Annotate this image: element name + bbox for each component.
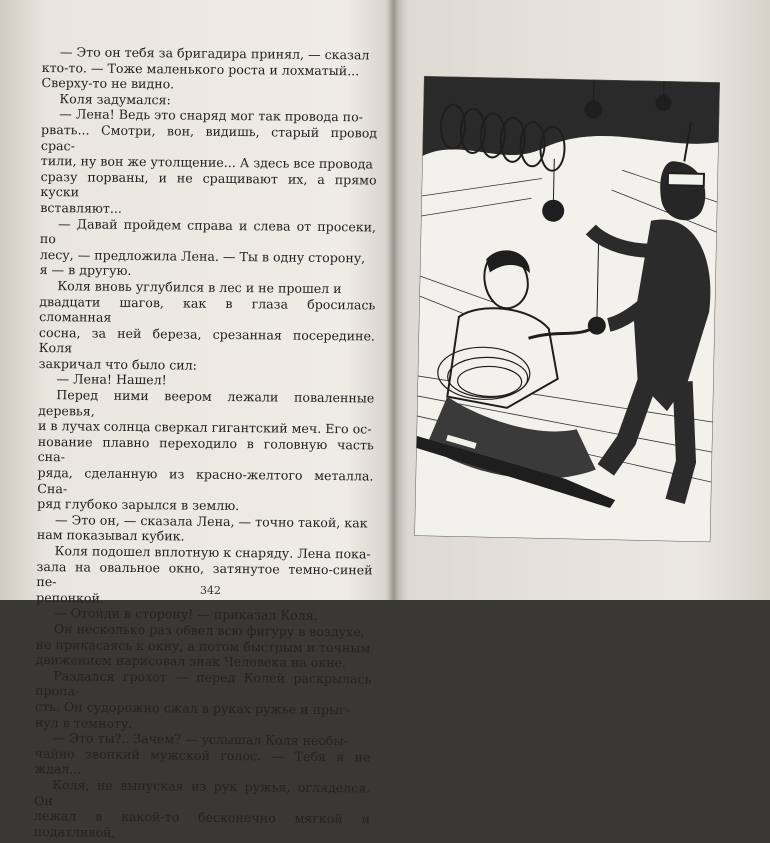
text-line: зала на овальное окно, затянутое темно-синей пе- [36, 559, 372, 594]
text-line: закричал что было сил: [39, 356, 375, 375]
text-line: — Лена! Нашел! [38, 371, 374, 390]
text-line: сть. Он судорожно сжал в руках ружье и прыг- [35, 699, 371, 718]
text-line: Сверху-то не видно. [42, 75, 378, 94]
text-line: Он несколько раз обвел всю фигуру в воздухе, [36, 621, 372, 640]
text-line: нование плавно переходило в головную часть сна- [38, 434, 374, 469]
text-line: — Отойди в сторону! — приказал Коля. [36, 605, 372, 624]
text-line: — Это он тебя за бригадира принял, — сказал [42, 44, 378, 63]
text-line: лежал в какой-то бесконечно мягкой и податливой, [34, 808, 370, 843]
text-line: я — в другую. [40, 262, 376, 281]
left-page [0, 0, 395, 600]
text-line: Коля, не выпуская из рук ружья, огляделся. Он [34, 777, 370, 812]
page-number: 342 [200, 584, 221, 597]
text-line: нам показывал кубик. [37, 527, 373, 546]
book-illustration [414, 76, 720, 542]
text-line: ряд глубоко зарылся в землю. [37, 496, 373, 515]
text-line: движением нарисовал знак Человека на окне. [35, 652, 371, 671]
text-line: не прикасаясь к окну, а потом быстрым и точным [36, 637, 372, 656]
book-gutter [388, 0, 402, 600]
text-line: — Это он, — сказала Лена, — точно такой, как [37, 512, 373, 531]
text-line: сосна, за ней береза, срезанная посередине. Коля [39, 325, 375, 360]
text-line: двадцати шагов, как в глаза бросилась сломанная [39, 293, 375, 328]
text-line: и в лучах солнца сверкал гигантский меч. Его ос- [38, 418, 374, 437]
text-line: лесу, — предложила Лена. — Ты в одну сторону, [40, 247, 376, 266]
text-line: Коля задумался: [41, 91, 377, 110]
text-line: репонкой. [36, 590, 372, 609]
text-line: рвать... Смотри, вон, видишь, старый провод срас- [41, 122, 377, 157]
text-line: Перед ними веером лежали поваленные деревья, [38, 387, 374, 422]
text-line: ряда, сделанную из красно-желтого металла. Сна- [37, 465, 373, 500]
text-line: сразу порваны, и не сращивают их, а прямо куски [40, 169, 376, 204]
text-line: кто-то. — Тоже маленького роста и лохматый... [42, 60, 378, 79]
text-line: чайно звонкий мужской голос. — Тебя я не ждал... [34, 746, 370, 781]
right-page [402, 0, 770, 600]
text-line: — Давай пройдем справа и слева от просеки, по [40, 216, 376, 251]
text-line: Раздался грохот — перед Колей раскрылась пропа- [35, 668, 371, 703]
text-line: тили, ну вон же утолщение... А здесь все провода [41, 153, 377, 172]
text-line: — Это ты?.. Зачем? — услышал Коля необы- [35, 730, 371, 749]
text-line: Коля подошел вплотную к снаряду. Лена пока- [37, 543, 373, 562]
text-line: Коля вновь углубился в лес и не прошел и [39, 278, 375, 297]
text-line: вставляют... [40, 200, 376, 219]
text-line: — Лена! Ведь это снаряд мог так провода по- [41, 106, 377, 125]
text-column [34, 44, 378, 843]
illustration-drawing [414, 76, 720, 542]
text-line: нул в темноту. [35, 714, 371, 733]
